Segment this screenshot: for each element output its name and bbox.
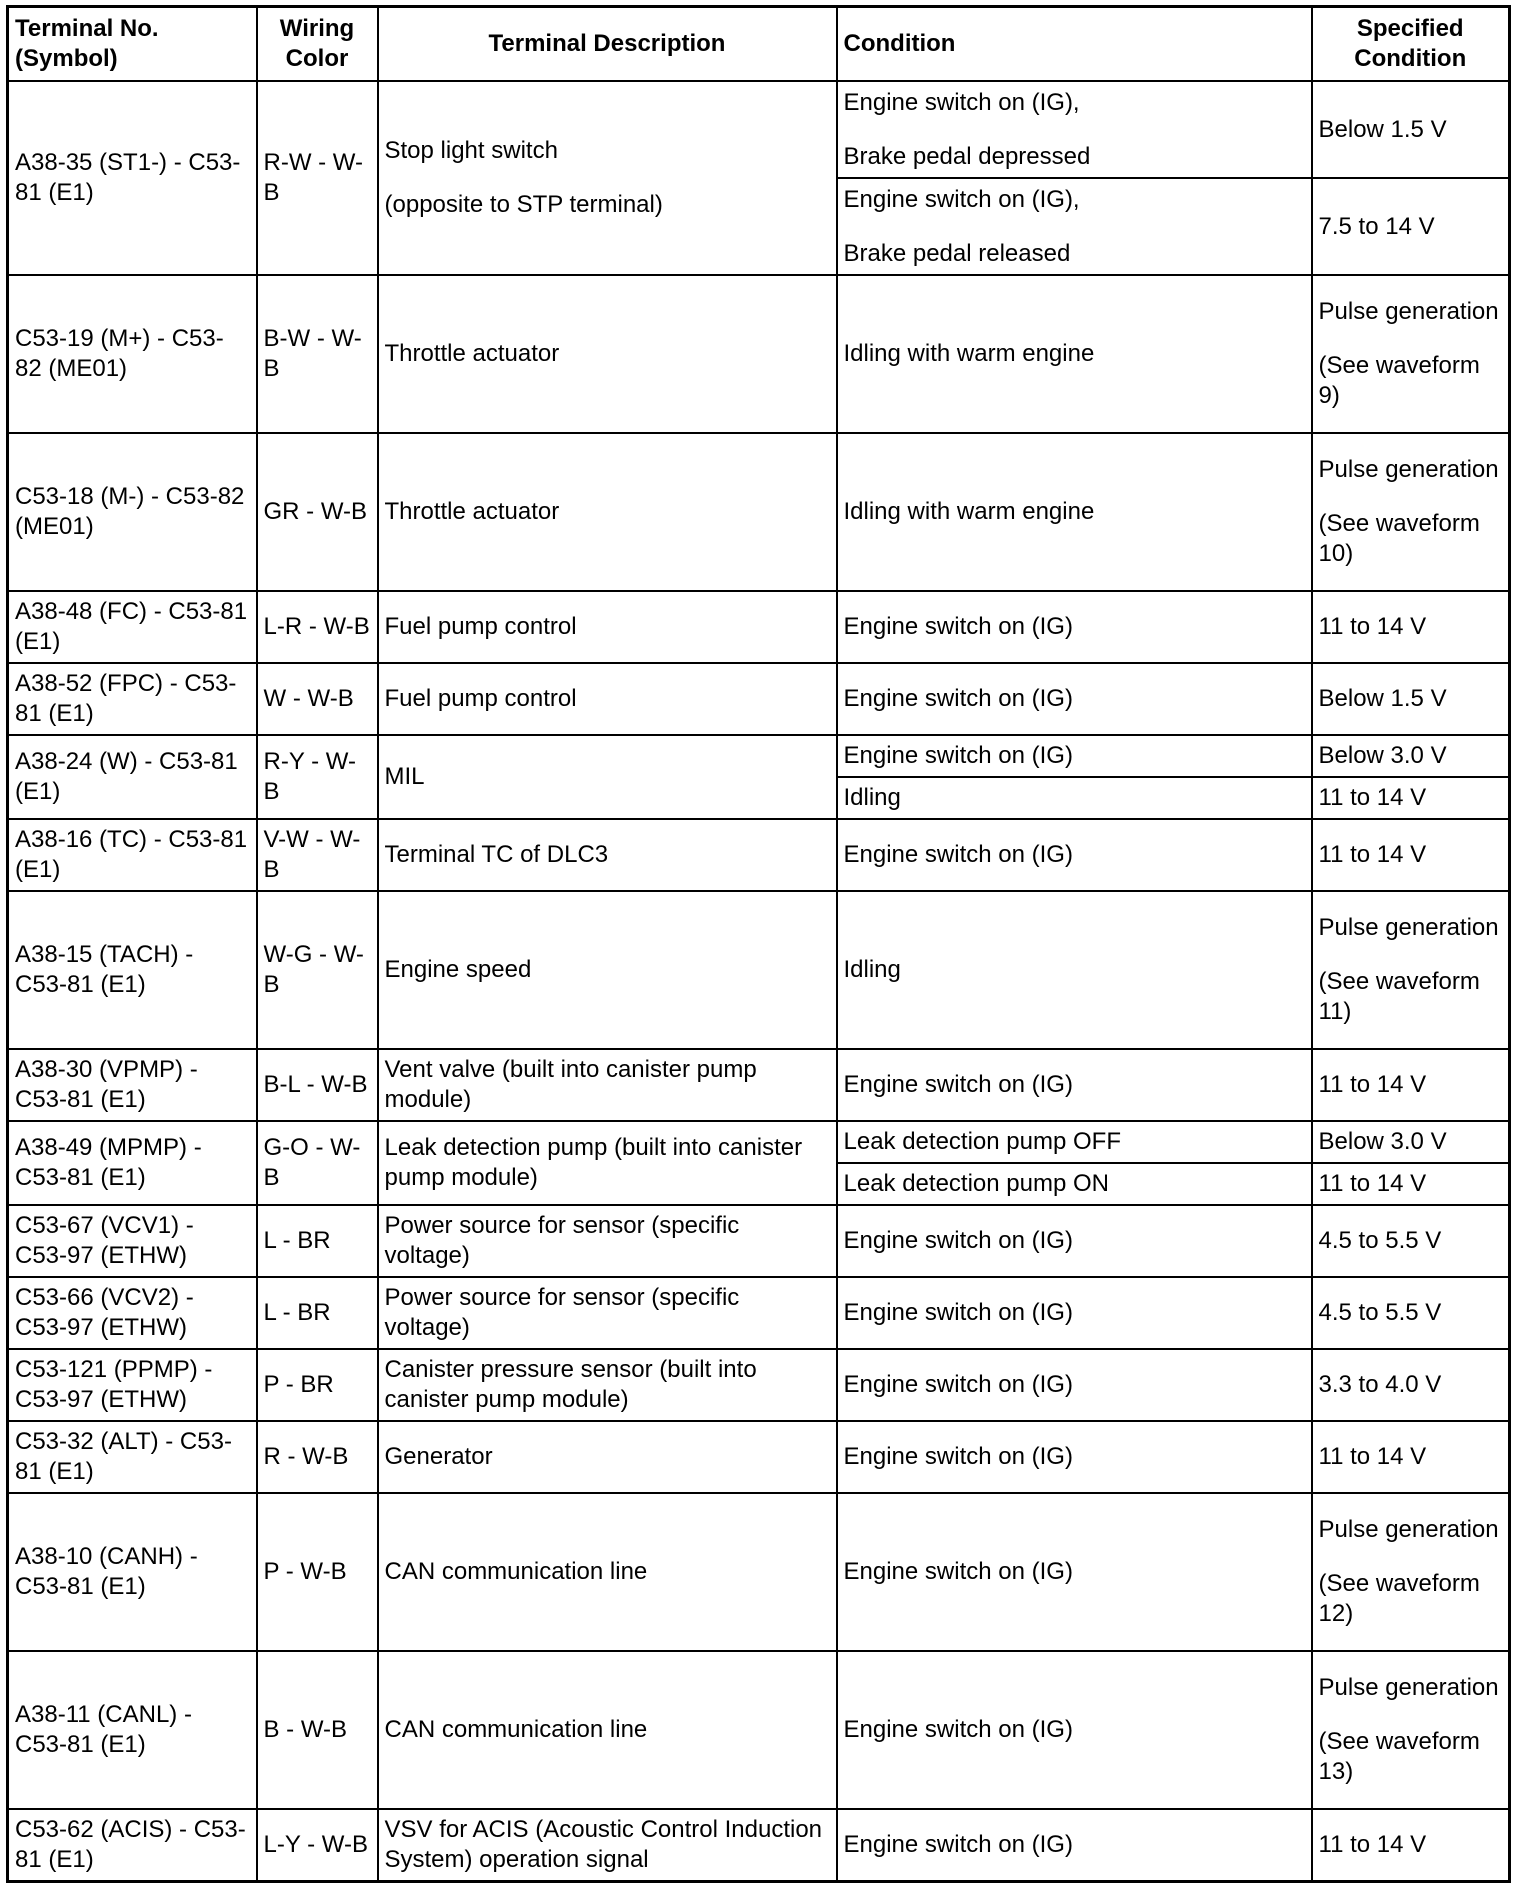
spec-cell: 7.5 to 14 V — [1312, 178, 1510, 275]
wiring-cell: V-W - W-B — [257, 819, 378, 891]
spec-line: (See waveform 13) — [1318, 1728, 1480, 1785]
condition-cell: Engine switch on (IG) — [837, 1651, 1312, 1809]
condition-line: Brake pedal released — [843, 239, 1071, 267]
condition-cell — [837, 81, 1312, 178]
header-wiring-color: Wiring Color — [257, 7, 378, 82]
condition-cell: Idling with warm engine — [837, 275, 1312, 433]
terminal-cell: A38-11 (CANL) - C53-81 (E1) — [8, 1651, 257, 1809]
condition-cell: Engine switch on (IG) — [837, 1809, 1312, 1881]
spec-cell: 4.5 to 5.5 V — [1312, 1205, 1510, 1277]
table-row — [8, 1205, 1510, 1277]
condition-line: Engine switch on (IG), — [843, 185, 1080, 213]
spec-cell — [1312, 275, 1510, 433]
condition-cell: Engine switch on (IG) — [837, 819, 1312, 891]
spec-line: Pulse generation — [1318, 456, 1499, 483]
description-cell — [378, 81, 837, 275]
header-condition: Condition — [837, 7, 1312, 82]
condition-cell: Engine switch on (IG) — [837, 591, 1312, 663]
wiring-cell: L-R - W-B — [257, 591, 378, 663]
spec-line: (See waveform 10) — [1318, 510, 1480, 567]
terminal-cell: C53-32 (ALT) - C53-81 (E1) — [8, 1421, 257, 1493]
wiring-cell: W - W-B — [257, 663, 378, 735]
condition-cell: Engine switch on (IG) — [837, 1049, 1312, 1121]
table-row — [8, 1349, 1510, 1421]
table-row — [8, 591, 1510, 663]
header-row — [8, 7, 1510, 82]
description-cell: Power source for sensor (specific voltage) — [378, 1205, 837, 1277]
description-cell: Canister pressure sensor (built into canister pump module) — [378, 1349, 837, 1421]
wiring-cell: B-W - W-B — [257, 275, 378, 433]
description-cell: Engine speed — [378, 891, 837, 1049]
description-cell: Leak detection pump (built into canister pump module) — [378, 1121, 837, 1205]
spacer — [385, 166, 830, 190]
description-line: (opposite to STP terminal) — [384, 191, 663, 218]
wiring-cell: R - W-B — [257, 1421, 378, 1493]
wiring-cell: P - W-B — [257, 1493, 378, 1651]
terminal-cell: A38-30 (VPMP) - C53-81 (E1) — [8, 1049, 257, 1121]
condition-cell: Engine switch on (IG) — [837, 663, 1312, 735]
spacer — [1319, 1545, 1503, 1569]
spec-cell: 11 to 14 V — [1312, 819, 1510, 891]
table-row — [8, 663, 1510, 735]
spec-cell: 11 to 14 V — [1312, 591, 1510, 663]
terminal-cell: C53-18 (M-) - C53-82 (ME01) — [8, 433, 257, 591]
wiring-cell: P - BR — [257, 1349, 378, 1421]
terminal-cell: A38-10 (CANH) - C53-81 (E1) — [8, 1493, 257, 1651]
spacer — [1319, 1703, 1503, 1727]
condition-cell: Engine switch on (IG) — [837, 1349, 1312, 1421]
table-row — [8, 81, 1510, 178]
description-line: Stop light switch — [384, 137, 558, 164]
spec-cell — [1312, 433, 1510, 591]
wiring-cell: R-W - W-B — [257, 81, 378, 275]
description-cell: Terminal TC of DLC3 — [378, 819, 837, 891]
terminal-cell: C53-19 (M+) - C53-82 (ME01) — [8, 275, 257, 433]
table-row — [8, 819, 1510, 891]
spec-line: Pulse generation — [1318, 1674, 1499, 1701]
condition-cell: Engine switch on (IG) — [837, 1277, 1312, 1349]
wiring-cell: L - BR — [257, 1205, 378, 1277]
spec-cell — [1312, 1651, 1510, 1809]
condition-cell: Engine switch on (IG) — [837, 735, 1312, 777]
table-row — [8, 1493, 1510, 1651]
table-row — [8, 1421, 1510, 1493]
description-cell: Vent valve (built into canister pump module) — [378, 1049, 837, 1121]
terminal-cell: C53-67 (VCV1) - C53-97 (ETHW) — [8, 1205, 257, 1277]
description-cell: VSV for ACIS (Acoustic Control Induction System) operation signal — [378, 1809, 837, 1881]
terminal-table-container — [6, 5, 1508, 1883]
wiring-cell: B-L - W-B — [257, 1049, 378, 1121]
condition-cell: Idling — [837, 777, 1312, 819]
wiring-cell: W-G - W-B — [257, 891, 378, 1049]
condition-line: Brake pedal depressed — [843, 142, 1091, 170]
spacer — [1319, 485, 1503, 509]
wiring-cell: G-O - W-B — [257, 1121, 378, 1205]
wiring-cell: B - W-B — [257, 1651, 378, 1809]
spec-line: (See waveform 9) — [1318, 352, 1480, 409]
description-cell: CAN communication line — [378, 1651, 837, 1809]
terminal-cell: A38-15 (TACH) - C53-81 (E1) — [8, 891, 257, 1049]
spec-cell: 11 to 14 V — [1312, 1421, 1510, 1493]
description-cell: MIL — [378, 735, 837, 819]
spec-cell: 3.3 to 4.0 V — [1312, 1349, 1510, 1421]
terminal-cell: A38-52 (FPC) - C53-81 (E1) — [8, 663, 257, 735]
spec-cell: 11 to 14 V — [1312, 1809, 1510, 1881]
terminal-cell: A38-24 (W) - C53-81 (E1) — [8, 735, 257, 819]
spec-cell — [1312, 891, 1510, 1049]
terminal-cell: A38-48 (FC) - C53-81 (E1) — [8, 591, 257, 663]
wiring-cell: L - BR — [257, 1277, 378, 1349]
description-cell: Throttle actuator — [378, 433, 837, 591]
terminal-cell: C53-66 (VCV2) - C53-97 (ETHW) — [8, 1277, 257, 1349]
header-terminal-description: Terminal Description — [378, 7, 837, 82]
spacer — [1319, 943, 1503, 967]
table-row — [8, 1277, 1510, 1349]
description-cell: CAN communication line — [378, 1493, 837, 1651]
spec-line: Pulse generation — [1318, 298, 1499, 325]
spec-line: Pulse generation — [1318, 1516, 1499, 1543]
terminal-cell: A38-35 (ST1-) - C53-81 (E1) — [8, 81, 257, 275]
condition-cell: Idling — [837, 891, 1312, 1049]
spacer — [844, 118, 1305, 142]
spec-cell: 11 to 14 V — [1312, 777, 1510, 819]
description-cell: Throttle actuator — [378, 275, 837, 433]
table-row — [8, 1809, 1510, 1881]
table-row — [8, 1121, 1510, 1163]
table-row — [8, 1651, 1510, 1809]
ecm-terminal-table — [6, 5, 1511, 1883]
spec-cell: Below 3.0 V — [1312, 735, 1510, 777]
spec-line: (See waveform 12) — [1318, 1570, 1480, 1627]
condition-cell: Leak detection pump ON — [837, 1163, 1312, 1205]
spec-cell: Below 1.5 V — [1312, 81, 1510, 178]
condition-cell: Engine switch on (IG) — [837, 1493, 1312, 1651]
wiring-cell: L-Y - W-B — [257, 1809, 378, 1881]
table-row — [8, 735, 1510, 777]
spec-cell — [1312, 1493, 1510, 1651]
terminal-cell: A38-16 (TC) - C53-81 (E1) — [8, 819, 257, 891]
condition-cell: Engine switch on (IG) — [837, 1205, 1312, 1277]
terminal-cell: A38-49 (MPMP) - C53-81 (E1) — [8, 1121, 257, 1205]
wiring-cell: R-Y - W-B — [257, 735, 378, 819]
wiring-cell: GR - W-B — [257, 433, 378, 591]
table-row — [8, 275, 1510, 433]
spacer — [1319, 327, 1503, 351]
table-row — [8, 1049, 1510, 1121]
spec-cell: 4.5 to 5.5 V — [1312, 1277, 1510, 1349]
condition-cell — [837, 178, 1312, 275]
spec-cell: 11 to 14 V — [1312, 1049, 1510, 1121]
spec-cell: Below 1.5 V — [1312, 663, 1510, 735]
header-specified-condition: Specified Condition — [1312, 7, 1510, 82]
spec-line: (See waveform 11) — [1318, 968, 1480, 1025]
terminal-cell: C53-62 (ACIS) - C53-81 (E1) — [8, 1809, 257, 1881]
table-row — [8, 891, 1510, 1049]
spec-cell: 11 to 14 V — [1312, 1163, 1510, 1205]
description-cell: Fuel pump control — [378, 663, 837, 735]
header-terminal: Terminal No. (Symbol) — [8, 7, 257, 82]
condition-cell: Idling with warm engine — [837, 433, 1312, 591]
description-cell: Fuel pump control — [378, 591, 837, 663]
table-row — [8, 433, 1510, 591]
condition-cell: Leak detection pump OFF — [837, 1121, 1312, 1163]
condition-line: Engine switch on (IG), — [843, 88, 1080, 116]
spec-line: Pulse generation — [1318, 914, 1499, 941]
condition-cell: Engine switch on (IG) — [837, 1421, 1312, 1493]
spacer — [844, 215, 1305, 239]
spec-cell: Below 3.0 V — [1312, 1121, 1510, 1163]
terminal-cell: C53-121 (PPMP) - C53-97 (ETHW) — [8, 1349, 257, 1421]
description-cell: Generator — [378, 1421, 837, 1493]
description-cell: Power source for sensor (specific voltage) — [378, 1277, 837, 1349]
